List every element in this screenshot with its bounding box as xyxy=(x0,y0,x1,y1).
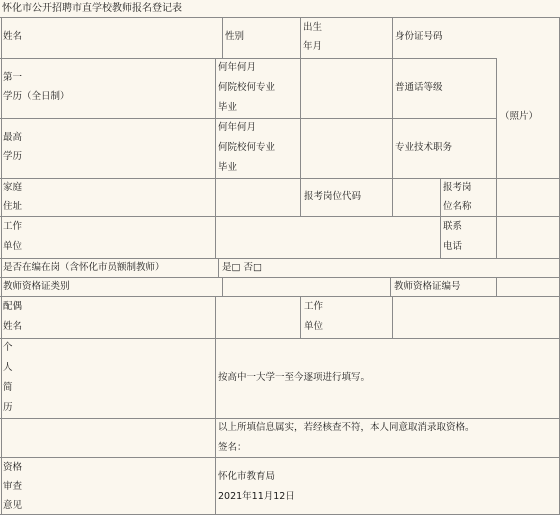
spouse-name-label-line1: 配偶 xyxy=(3,301,23,312)
first-education-value-line2: 何院校何专业 xyxy=(218,82,276,93)
review-label-line: 资格 xyxy=(3,462,23,473)
table-border xyxy=(496,58,497,178)
table-border xyxy=(0,17,560,18)
table-border xyxy=(390,277,391,296)
declaration-text: 以上所填信息属实，若经核查不符，本人同意取消录取资格。 xyxy=(218,422,475,433)
table-border xyxy=(222,17,223,58)
id-number-label: 身份证号码 xyxy=(395,31,443,42)
position-name-label-line2: 位名称 xyxy=(443,201,472,212)
table-border xyxy=(0,296,560,297)
teacher-cert-type-label: 教师资格证类别 xyxy=(3,281,70,292)
position-code-label: 报考岗位代码 xyxy=(304,191,362,202)
table-border xyxy=(300,178,301,216)
birth-label-line1: 出生 xyxy=(303,22,323,33)
table-border xyxy=(496,277,497,296)
highest-education-label-line2: 学历 xyxy=(3,151,23,162)
resume-label-char: 历 xyxy=(3,402,13,413)
home-address-label-line2: 住址 xyxy=(3,201,23,212)
first-education-value-line1: 何年何月 xyxy=(218,62,257,73)
table-border xyxy=(215,216,216,258)
work-unit-label-line2: 单位 xyxy=(3,241,23,252)
table-border xyxy=(496,178,497,216)
table-border xyxy=(0,457,560,458)
table-border xyxy=(215,58,216,178)
spouse-work-label-line2: 单位 xyxy=(304,321,324,332)
gender-label: 性别 xyxy=(225,31,245,42)
table-border xyxy=(440,178,441,216)
mandarin-level-label: 普通话等级 xyxy=(395,82,443,93)
resume-note: 按高中一大学一至今逐项进行填写。 xyxy=(218,372,371,383)
table-border xyxy=(0,338,560,339)
table-border xyxy=(222,277,223,296)
table-border xyxy=(1,17,2,515)
spouse-name-label-line2: 姓名 xyxy=(3,321,23,332)
resume-label-char: 简 xyxy=(3,382,13,393)
table-border xyxy=(0,216,560,217)
professional-title-label: 专业技术职务 xyxy=(395,142,453,153)
highest-education-value-line2: 何院校何专业 xyxy=(218,142,276,153)
table-border xyxy=(392,296,393,338)
first-education-label-line2: 学历（全日制） xyxy=(3,91,70,102)
table-border xyxy=(496,216,497,258)
table-border xyxy=(215,178,216,216)
table-border xyxy=(300,58,301,178)
table-border xyxy=(392,178,393,216)
phone-label-line2: 电话 xyxy=(443,241,463,252)
table-border xyxy=(300,17,301,58)
name-label: 姓名 xyxy=(3,31,23,42)
table-border xyxy=(215,296,216,338)
review-label-line: 意见 xyxy=(3,500,23,511)
form-title: 怀化市公开招聘市直学校教师报名登记表 xyxy=(2,3,182,14)
spouse-work-label-line1: 工作 xyxy=(304,301,324,312)
resume-label-char: 个 xyxy=(3,342,13,353)
table-border xyxy=(392,17,393,58)
table-border xyxy=(300,296,301,338)
first-education-label-line1: 第一 xyxy=(3,72,23,83)
resume-label-char: 人 xyxy=(3,362,13,373)
first-education-value-line3: 毕业 xyxy=(218,102,238,113)
staff-status-options[interactable]: 是□ 否□ xyxy=(222,262,262,273)
birth-label-line2: 年月 xyxy=(303,41,323,52)
phone-label-line1: 联系 xyxy=(443,221,463,232)
table-border xyxy=(218,258,219,277)
signature-label: 签名： xyxy=(218,442,247,453)
table-border xyxy=(0,178,560,179)
home-address-label-line1: 家庭 xyxy=(3,182,23,193)
staff-status-label: 是否在编在岗（含怀化市员额制教师） xyxy=(3,262,165,273)
highest-education-value-line1: 何年何月 xyxy=(218,122,257,133)
review-label-line: 审查 xyxy=(3,481,23,492)
table-border xyxy=(215,338,216,515)
work-unit-label-line1: 工作 xyxy=(3,221,23,232)
review-date: 2021年11月12日 xyxy=(218,491,295,502)
table-border xyxy=(440,216,441,258)
highest-education-value-line3: 毕业 xyxy=(218,162,238,173)
position-name-label-line1: 报考岗 xyxy=(443,182,472,193)
review-organization: 怀化市教育局 xyxy=(218,471,276,482)
teacher-cert-number-label: 教师资格证编号 xyxy=(394,281,461,292)
highest-education-label-line1: 最高 xyxy=(3,132,23,143)
table-border xyxy=(392,58,393,178)
photo-placeholder: （照片） xyxy=(500,111,539,122)
table-border xyxy=(0,277,560,278)
